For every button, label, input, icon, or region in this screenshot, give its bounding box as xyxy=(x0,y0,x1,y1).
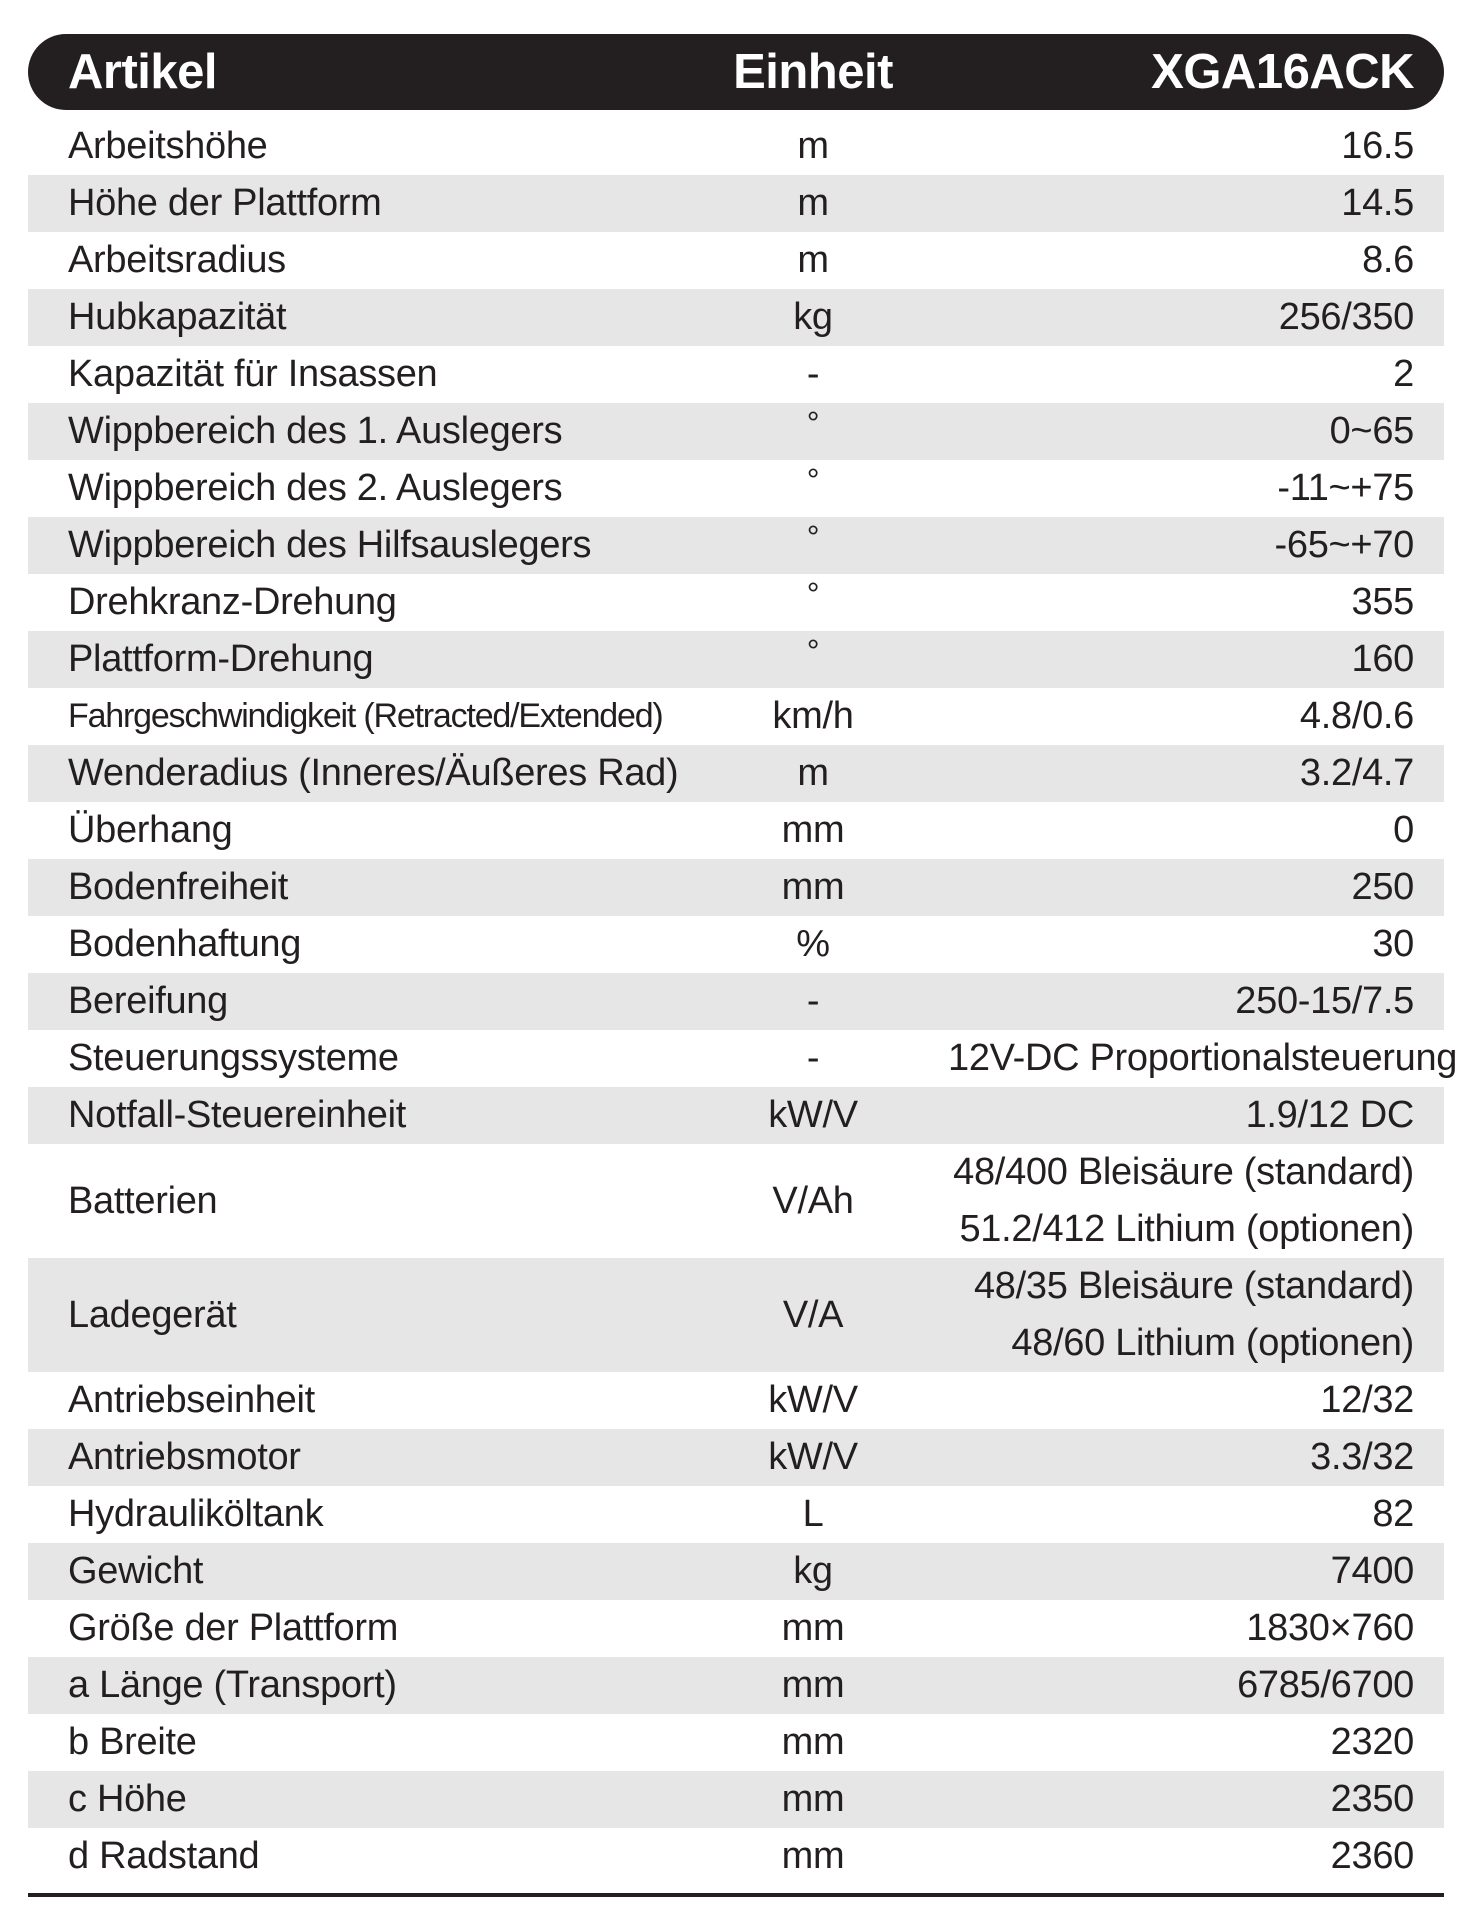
row-unit: L xyxy=(802,1493,824,1535)
row-item: Notfall-Steuereinheit xyxy=(68,1094,407,1136)
table-row xyxy=(28,460,1444,517)
row-item: d Radstand xyxy=(68,1835,260,1877)
table-row xyxy=(28,403,1444,460)
table-row xyxy=(28,118,1444,175)
row-unit: mm xyxy=(781,1721,845,1763)
row-item: Hubkapazität xyxy=(68,296,287,338)
row-item: Wenderadius (Inneres/Äußeres Rad) xyxy=(68,752,679,794)
row-value: 82 xyxy=(1372,1493,1414,1535)
row-item: Batterien xyxy=(68,1179,218,1222)
row-value: 1830×760 xyxy=(1246,1607,1414,1649)
row-value-line: 48/35 Bleisäure (standard) xyxy=(973,1265,1414,1307)
table-row xyxy=(28,1714,1444,1771)
spec-table xyxy=(28,34,1458,1897)
table-body xyxy=(28,118,1458,1885)
table-row xyxy=(28,688,1444,745)
row-value: 2 xyxy=(1393,353,1414,395)
row-item: Antriebsmotor xyxy=(68,1436,301,1478)
row-value: 1.9/12 DC xyxy=(1245,1094,1414,1136)
row-item: b Breite xyxy=(68,1721,197,1763)
row-item: Fahrgeschwindigkeit (Retracted/Extended) xyxy=(68,697,663,735)
row-value: 0 xyxy=(1393,809,1414,851)
row-value: 2320 xyxy=(1330,1721,1414,1763)
row-item: Höhe der Plattform xyxy=(68,182,382,224)
row-item: Bereifung xyxy=(68,980,228,1022)
row-value xyxy=(948,1258,1444,1372)
table-row xyxy=(28,1543,1444,1600)
table-row xyxy=(28,346,1444,403)
row-value: 3.3/32 xyxy=(1310,1436,1414,1478)
row-value: 6785/6700 xyxy=(1237,1664,1414,1706)
table-row xyxy=(28,517,1444,574)
table-row xyxy=(28,1657,1444,1714)
row-unit: mm xyxy=(781,1607,845,1649)
row-unit: ° xyxy=(806,462,820,498)
row-unit: kW/V xyxy=(768,1436,858,1478)
row-unit: kg xyxy=(793,296,833,338)
row-item: Wippbereich des 1. Auslegers xyxy=(68,410,563,452)
row-item: Gewicht xyxy=(68,1550,204,1592)
row-unit: ° xyxy=(806,633,820,669)
table-row xyxy=(28,1030,1458,1087)
row-item: Antriebseinheit xyxy=(68,1379,315,1421)
row-item: Hydrauliköltank xyxy=(68,1493,324,1535)
row-unit: m xyxy=(797,125,829,167)
row-value-line: 51.2/412 Lithium (optionen) xyxy=(959,1208,1414,1250)
table-header xyxy=(28,34,1444,110)
row-value: 4.8/0.6 xyxy=(1299,695,1414,737)
table-row xyxy=(28,1429,1444,1486)
row-value: 0~65 xyxy=(1329,410,1414,452)
table-row xyxy=(28,1087,1444,1144)
row-item: c Höhe xyxy=(68,1778,187,1820)
row-unit: ° xyxy=(806,405,820,441)
row-item: Plattform-Drehung xyxy=(68,638,374,680)
row-value: -65~+70 xyxy=(1274,524,1414,566)
row-unit: kW/V xyxy=(768,1379,858,1421)
bottom-rule xyxy=(28,1893,1444,1897)
row-value: 355 xyxy=(1351,581,1414,623)
row-item: Arbeitsradius xyxy=(68,239,286,281)
row-value: 2350 xyxy=(1330,1778,1414,1820)
table-row xyxy=(28,1486,1444,1543)
row-value: 250 xyxy=(1351,866,1414,908)
row-unit: mm xyxy=(781,1778,845,1820)
table-row xyxy=(28,574,1444,631)
row-value: 16.5 xyxy=(1341,125,1414,167)
table-row xyxy=(28,1600,1444,1657)
row-value: 30 xyxy=(1372,923,1414,965)
row-unit: mm xyxy=(781,866,845,908)
row-value: 8.6 xyxy=(1362,239,1414,281)
row-value-line: 48/400 Bleisäure (standard) xyxy=(953,1151,1414,1193)
table-row xyxy=(28,802,1444,859)
row-item: Größe der Plattform xyxy=(68,1607,399,1649)
table-row xyxy=(28,1258,1444,1372)
row-value: 12V-DC Proportionalsteuerung xyxy=(948,1037,1458,1079)
header-item: Artikel xyxy=(68,45,218,99)
table-row xyxy=(28,1828,1444,1885)
row-unit: mm xyxy=(781,1835,845,1877)
row-unit: kg xyxy=(793,1550,833,1592)
row-item: Drehkranz-Drehung xyxy=(68,581,397,623)
row-value: 3.2/4.7 xyxy=(1299,752,1414,794)
row-item: Kapazität für Insassen xyxy=(68,353,438,395)
row-unit: V/A xyxy=(782,1293,844,1336)
row-value: 2360 xyxy=(1330,1835,1414,1877)
row-unit: kW/V xyxy=(768,1094,858,1136)
row-unit: % xyxy=(796,923,830,965)
row-value-line: 48/60 Lithium (optionen) xyxy=(1011,1322,1414,1364)
table-row xyxy=(28,745,1444,802)
row-value: 7400 xyxy=(1330,1550,1414,1592)
table-row xyxy=(28,1372,1444,1429)
row-unit: - xyxy=(806,1037,820,1079)
row-value: 12/32 xyxy=(1320,1379,1414,1421)
row-value: -11~+75 xyxy=(1277,467,1414,509)
row-unit: - xyxy=(806,980,820,1022)
row-unit: V/Ah xyxy=(772,1179,854,1222)
row-unit: mm xyxy=(781,1664,845,1706)
row-unit: km/h xyxy=(772,695,854,737)
row-value: 256/350 xyxy=(1278,296,1414,338)
row-unit: m xyxy=(797,239,829,281)
header-unit: Einheit xyxy=(733,45,893,99)
row-unit: ° xyxy=(806,576,820,612)
row-value: 14.5 xyxy=(1341,182,1414,224)
row-item: Ladegerät xyxy=(68,1293,237,1336)
table-row xyxy=(28,859,1444,916)
row-value: 250-15/7.5 xyxy=(1235,980,1414,1022)
table-row xyxy=(28,232,1444,289)
row-unit: - xyxy=(806,353,820,395)
row-item: Wippbereich des 2. Auslegers xyxy=(68,467,563,509)
table-row xyxy=(28,631,1444,688)
row-unit: m xyxy=(797,182,829,224)
row-item: Steuerungssysteme xyxy=(68,1037,399,1079)
row-value: 160 xyxy=(1351,638,1414,680)
row-item: Bodenfreiheit xyxy=(68,866,289,908)
row-value xyxy=(948,1144,1444,1258)
row-item: a Länge (Transport) xyxy=(68,1664,397,1706)
row-unit: m xyxy=(797,752,829,794)
table-row xyxy=(28,1771,1444,1828)
row-item: Arbeitshöhe xyxy=(68,125,268,167)
row-item: Bodenhaftung xyxy=(68,923,302,965)
row-unit: ° xyxy=(806,519,820,555)
table-row xyxy=(28,175,1444,232)
row-item: Überhang xyxy=(68,809,233,851)
row-item: Wippbereich des Hilfsauslegers xyxy=(68,524,592,566)
table-row xyxy=(28,973,1444,1030)
row-unit: mm xyxy=(781,809,845,851)
table-row xyxy=(28,916,1444,973)
table-row xyxy=(28,1144,1444,1258)
table-row xyxy=(28,289,1444,346)
header-model: XGA16ACK xyxy=(1151,45,1414,99)
